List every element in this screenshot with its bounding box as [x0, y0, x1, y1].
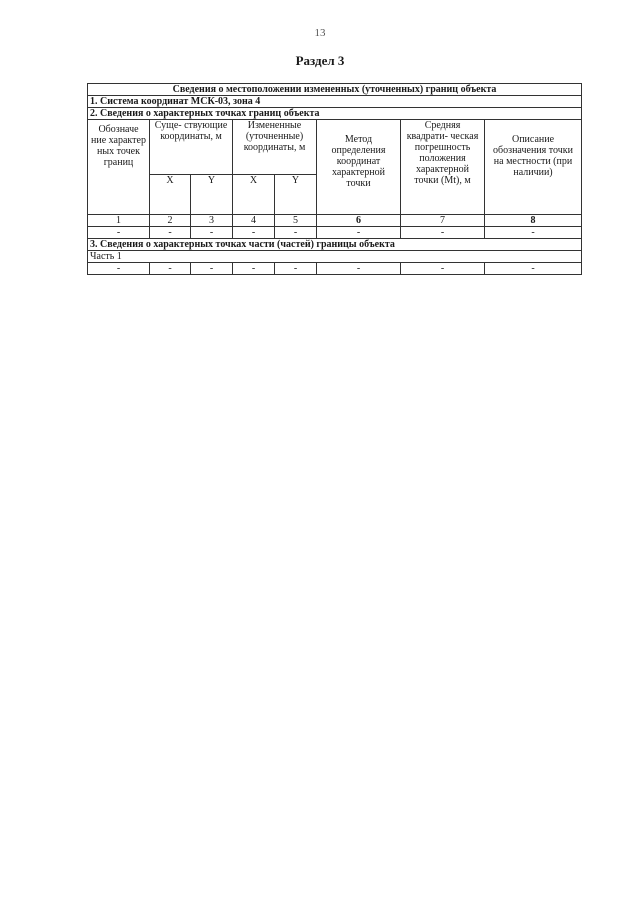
table-row: [88, 227, 582, 239]
table-cell: -: [401, 227, 485, 239]
table-cell: -: [485, 263, 582, 275]
table-cell: -: [275, 227, 317, 239]
column-number: 2: [150, 215, 191, 227]
column-number: 3: [191, 215, 233, 227]
table-cell: -: [191, 263, 233, 275]
table-cell: -: [88, 263, 150, 275]
part-label: Часть 1: [88, 251, 582, 263]
table-cell: -: [401, 263, 485, 275]
section-title: Раздел 3: [295, 53, 345, 68]
header-x-changed: X: [233, 175, 275, 215]
column-number: 4: [233, 215, 275, 227]
table-cell: -: [88, 227, 150, 239]
page-number: 13: [314, 27, 326, 39]
header-existing-coordinates: Суще- ствующие координаты, м: [150, 120, 233, 175]
table-row: [88, 263, 582, 275]
table-cell: -: [233, 263, 275, 275]
section-3-title: 3. Сведения о характерных точках части (частей) границы объекта: [88, 239, 582, 251]
column-number: 1: [88, 215, 150, 227]
column-number: 6: [317, 215, 401, 227]
section-2-title: 2. Сведения о характерных точках границ объекта: [88, 108, 582, 120]
table-cell: -: [150, 263, 191, 275]
table-title: Сведения о местоположении измененных (уточненных) границ объекта: [88, 84, 582, 96]
column-number: 8: [485, 215, 582, 227]
table-cell: -: [275, 263, 317, 275]
header-description: Описание обозначения точки на местности (при наличии): [485, 120, 582, 215]
header-method: Метод определения координат характерной точки: [317, 120, 401, 215]
column-number: 7: [401, 215, 485, 227]
table-cell: -: [317, 263, 401, 275]
coord-system: 1. Система координат МСК-03, зона 4: [88, 96, 582, 108]
table-cell: -: [150, 227, 191, 239]
header-x-existing: X: [150, 175, 191, 215]
header-point-designation: Обозначе ние характер ных точек границ: [88, 120, 150, 215]
table-cell: -: [191, 227, 233, 239]
header-y-existing: Y: [191, 175, 233, 215]
header-y-changed: Y: [275, 175, 317, 215]
table-cell: -: [485, 227, 582, 239]
header-changed-coordinates: Измененные (уточненные) координаты, м: [233, 120, 317, 175]
boundary-table: [87, 83, 582, 275]
table-cell: -: [317, 227, 401, 239]
table-cell: -: [233, 227, 275, 239]
header-error: Средняя квадрати- ческая погрешность положения характерной точки (Mt), м: [401, 120, 485, 215]
column-number: 5: [275, 215, 317, 227]
